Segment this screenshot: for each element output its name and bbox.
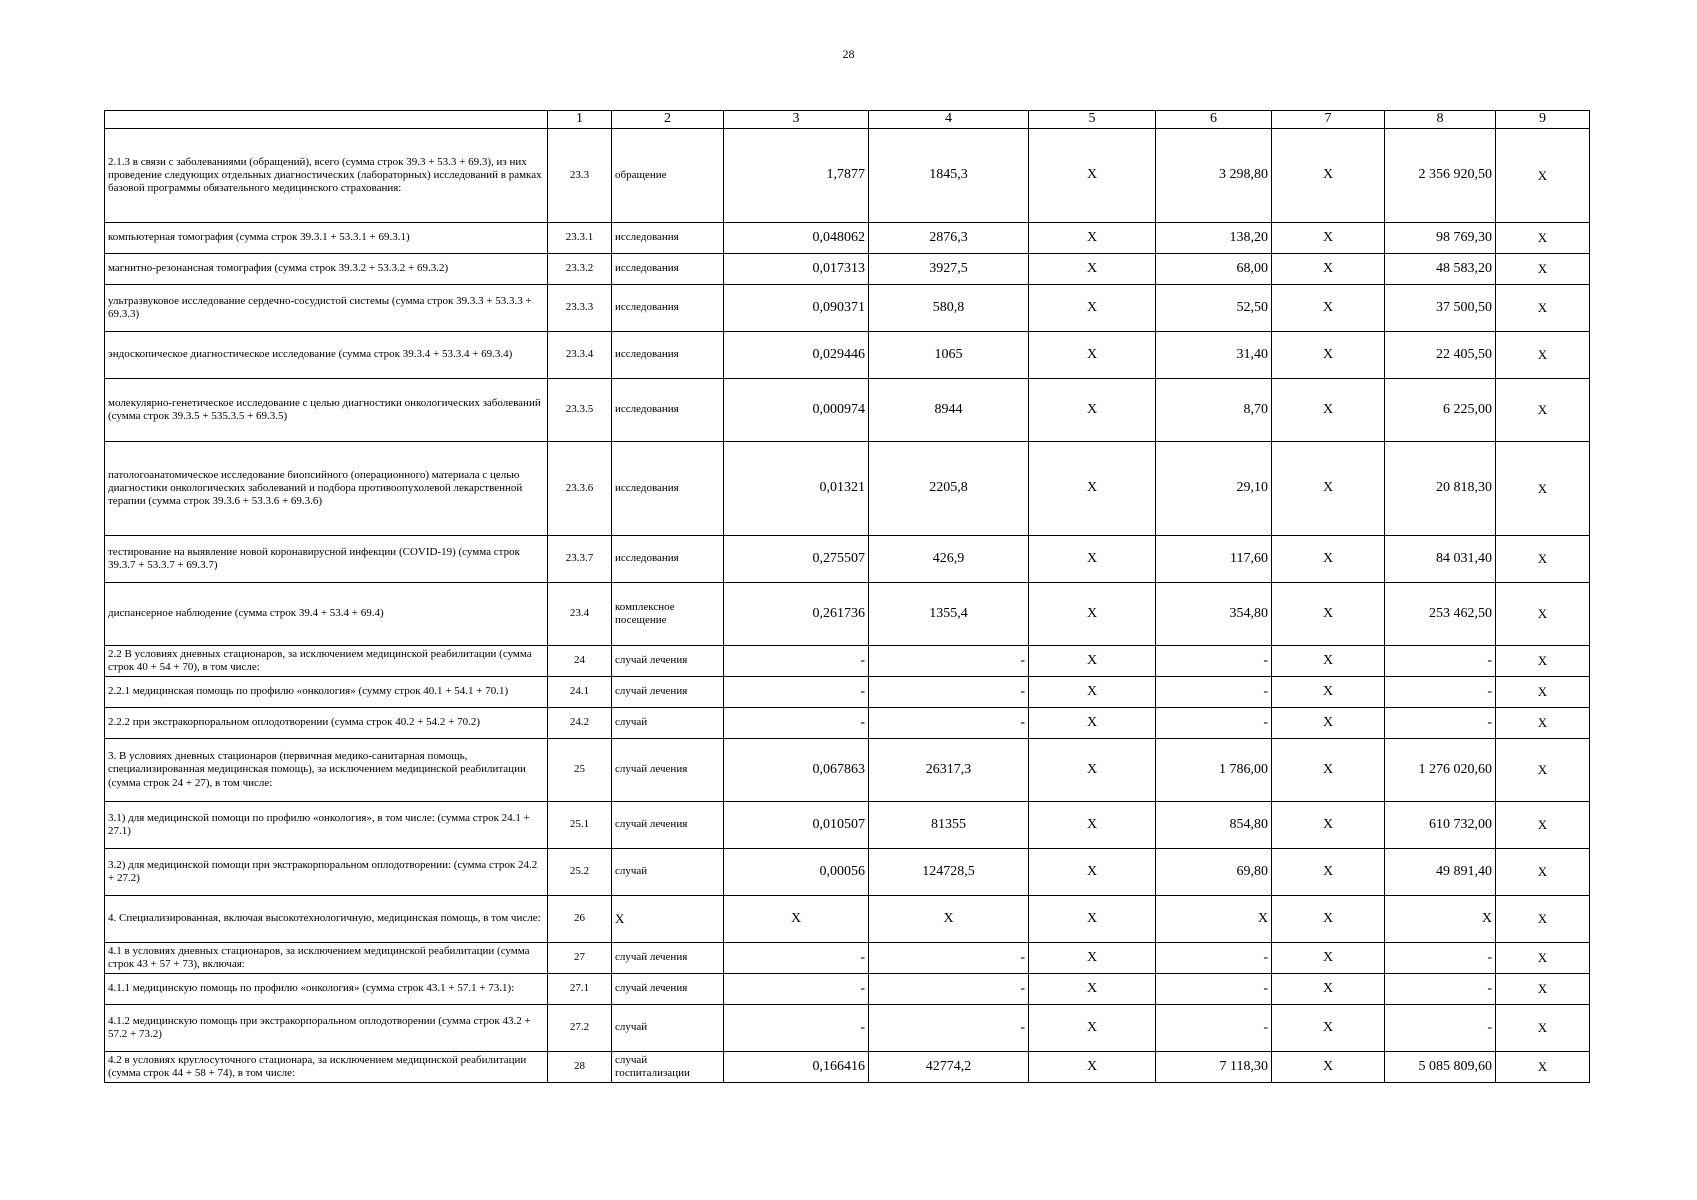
col6-cell: 52,50	[1156, 285, 1272, 332]
col9-cell: X	[1496, 442, 1590, 536]
table-row	[105, 223, 1590, 254]
column-number-row	[105, 111, 1590, 129]
row-unit-cell: случай лечения	[612, 646, 724, 677]
col7-cell: X	[1272, 1052, 1385, 1083]
col8-cell: 610 732,00	[1385, 802, 1496, 849]
col8-cell: 5 085 809,60	[1385, 1052, 1496, 1083]
col8-cell: 6 225,00	[1385, 379, 1496, 442]
col5-cell: X	[1029, 285, 1156, 332]
col6-cell: 117,60	[1156, 536, 1272, 583]
col9-cell: X	[1496, 943, 1590, 974]
col3-cell: 0,067863	[724, 739, 869, 802]
header-cell: 8	[1385, 111, 1496, 129]
col6-cell: 138,20	[1156, 223, 1272, 254]
col7-cell: X	[1272, 646, 1385, 677]
table-row	[105, 442, 1590, 536]
col3-cell: 0,010507	[724, 802, 869, 849]
row-code-cell: 23.4	[548, 583, 612, 646]
row-unit-cell: исследования	[612, 536, 724, 583]
col5-cell: X	[1029, 896, 1156, 943]
table-row	[105, 129, 1590, 223]
row-code-cell: 23.3.5	[548, 379, 612, 442]
row-code-cell: 23.3	[548, 129, 612, 223]
col7-cell: X	[1272, 129, 1385, 223]
row-unit-cell: случай	[612, 1005, 724, 1052]
col9-cell: X	[1496, 739, 1590, 802]
col7-cell: X	[1272, 896, 1385, 943]
col3-cell: 0,275507	[724, 536, 869, 583]
header-cell: 4	[869, 111, 1029, 129]
page-number: 28	[842, 47, 855, 61]
col4-cell: 2205,8	[869, 442, 1029, 536]
row-name-cell: 3.2) для медицинской помощи при экстракорпоральном оплодотворении: (сумма строк 24.2 + 27.2)	[105, 849, 548, 896]
col6-cell: 7 118,30	[1156, 1052, 1272, 1083]
col9-cell: X	[1496, 802, 1590, 849]
row-code-cell: 24.2	[548, 708, 612, 739]
col4-cell: -	[869, 708, 1029, 739]
col9-cell: X	[1496, 583, 1590, 646]
row-code-cell: 23.3.6	[548, 442, 612, 536]
row-code-cell: 23.3.7	[548, 536, 612, 583]
row-code-cell: 25.1	[548, 802, 612, 849]
row-unit-cell: исследования	[612, 332, 724, 379]
col3-cell: 0,017313	[724, 254, 869, 285]
header-cell: 3	[724, 111, 869, 129]
col7-cell: X	[1272, 536, 1385, 583]
col5-cell: X	[1029, 677, 1156, 708]
row-unit-cell: случай лечения	[612, 677, 724, 708]
col3-cell: 0,048062	[724, 223, 869, 254]
col8-cell: -	[1385, 1005, 1496, 1052]
col4-cell: 1845,3	[869, 129, 1029, 223]
col7-cell: X	[1272, 943, 1385, 974]
table-row	[105, 677, 1590, 708]
col8-cell: 98 769,30	[1385, 223, 1496, 254]
col8-cell: 1 276 020,60	[1385, 739, 1496, 802]
row-code-cell: 25.2	[548, 849, 612, 896]
table-row	[105, 379, 1590, 442]
table-row	[105, 974, 1590, 1005]
col7-cell: X	[1272, 849, 1385, 896]
col6-cell: -	[1156, 1005, 1272, 1052]
col9-cell: X	[1496, 285, 1590, 332]
col9-cell: X	[1496, 379, 1590, 442]
row-name-cell: 2.2 В условиях дневных стационаров, за исключением медицинской реабилитации (сумма строк 40 + 54 + 70), в том числе:	[105, 646, 548, 677]
table-row	[105, 536, 1590, 583]
col7-cell: X	[1272, 332, 1385, 379]
col5-cell: X	[1029, 536, 1156, 583]
col3-cell: 1,7877	[724, 129, 869, 223]
row-name-cell: 2.2.2 при экстракорпоральном оплодотворении (сумма строк 40.2 + 54.2 + 70.2)	[105, 708, 548, 739]
col3-cell: 0,00056	[724, 849, 869, 896]
header-cell: 6	[1156, 111, 1272, 129]
col5-cell: X	[1029, 849, 1156, 896]
col8-cell: 49 891,40	[1385, 849, 1496, 896]
col6-cell: 8,70	[1156, 379, 1272, 442]
row-code-cell: 27.2	[548, 1005, 612, 1052]
row-name-cell: 3.1) для медицинской помощи по профилю «онкология», в том числе: (сумма строк 24.1 + 27.1)	[105, 802, 548, 849]
col6-cell: 854,80	[1156, 802, 1272, 849]
col4-cell: 1355,4	[869, 583, 1029, 646]
row-name-cell: магнитно-резонансная томография (сумма строк 39.3.2 + 53.3.2 + 69.3.2)	[105, 254, 548, 285]
col3-cell: 0,029446	[724, 332, 869, 379]
col7-cell: X	[1272, 677, 1385, 708]
col5-cell: X	[1029, 379, 1156, 442]
col3-cell: 0,166416	[724, 1052, 869, 1083]
table-row	[105, 896, 1590, 943]
col7-cell: X	[1272, 583, 1385, 646]
table-row	[105, 708, 1590, 739]
col6-cell: -	[1156, 646, 1272, 677]
col5-cell: X	[1029, 646, 1156, 677]
col6-cell: X	[1156, 896, 1272, 943]
col4-cell: X	[869, 896, 1029, 943]
row-name-cell: 2.2.1 медицинская помощь по профилю «онкология» (сумму строк 40.1 + 54.1 + 70.1)	[105, 677, 548, 708]
col3-cell: 0,261736	[724, 583, 869, 646]
row-unit-cell: случай лечения	[612, 974, 724, 1005]
col3-cell: 0,090371	[724, 285, 869, 332]
row-unit-cell: исследования	[612, 223, 724, 254]
col6-cell: 69,80	[1156, 849, 1272, 896]
col9-cell: X	[1496, 223, 1590, 254]
col8-cell: 84 031,40	[1385, 536, 1496, 583]
row-code-cell: 27	[548, 943, 612, 974]
row-code-cell: 27.1	[548, 974, 612, 1005]
col8-cell: 20 818,30	[1385, 442, 1496, 536]
row-name-cell: 4.2 в условиях круглосуточного стационара, за исключением медицинской реабилитации (сумма строк 44 + 58 + 74), в том числе:	[105, 1052, 548, 1083]
col7-cell: X	[1272, 708, 1385, 739]
col3-cell: -	[724, 677, 869, 708]
col4-cell: 26317,3	[869, 739, 1029, 802]
row-unit-cell: случай госпитализации	[612, 1052, 724, 1083]
col8-cell: -	[1385, 943, 1496, 974]
row-code-cell: 23.3.1	[548, 223, 612, 254]
row-unit-cell: исследования	[612, 254, 724, 285]
header-cell: 5	[1029, 111, 1156, 129]
col5-cell: X	[1029, 129, 1156, 223]
col4-cell: 42774,2	[869, 1052, 1029, 1083]
col3-cell: -	[724, 943, 869, 974]
row-unit-cell: случай лечения	[612, 739, 724, 802]
row-code-cell: 23.3.3	[548, 285, 612, 332]
row-code-cell: 25	[548, 739, 612, 802]
col5-cell: X	[1029, 583, 1156, 646]
col3-cell: X	[724, 896, 869, 943]
col5-cell: X	[1029, 739, 1156, 802]
header-cell: 7	[1272, 111, 1385, 129]
table-row	[105, 1052, 1590, 1083]
col8-cell: -	[1385, 708, 1496, 739]
row-name-cell: молекулярно-генетическое исследование с целью диагностики онкологических заболеваний (сумма строк 39.3.5 + 535.3.5 + 69.3.5)	[105, 379, 548, 442]
col4-cell: 81355	[869, 802, 1029, 849]
col8-cell: -	[1385, 974, 1496, 1005]
col8-cell: -	[1385, 677, 1496, 708]
col9-cell: X	[1496, 129, 1590, 223]
col6-cell: -	[1156, 974, 1272, 1005]
col7-cell: X	[1272, 379, 1385, 442]
row-unit-cell: X	[612, 896, 724, 943]
col5-cell: X	[1029, 974, 1156, 1005]
col9-cell: X	[1496, 646, 1590, 677]
table-row	[105, 802, 1590, 849]
col5-cell: X	[1029, 332, 1156, 379]
col5-cell: X	[1029, 802, 1156, 849]
table-row	[105, 943, 1590, 974]
col5-cell: X	[1029, 223, 1156, 254]
row-name-cell: 4.1.1 медицинскую помощь по профилю «онкология» (сумма строк 43.1 + 57.1 + 73.1):	[105, 974, 548, 1005]
table-row	[105, 583, 1590, 646]
col5-cell: X	[1029, 1005, 1156, 1052]
col7-cell: X	[1272, 254, 1385, 285]
col3-cell: -	[724, 708, 869, 739]
col6-cell: 3 298,80	[1156, 129, 1272, 223]
col8-cell: 37 500,50	[1385, 285, 1496, 332]
data-table	[104, 110, 1590, 1083]
table-row	[105, 739, 1590, 802]
col4-cell: -	[869, 646, 1029, 677]
col9-cell: X	[1496, 536, 1590, 583]
row-unit-cell: исследования	[612, 285, 724, 332]
col9-cell: X	[1496, 1005, 1590, 1052]
col7-cell: X	[1272, 802, 1385, 849]
col7-cell: X	[1272, 1005, 1385, 1052]
col7-cell: X	[1272, 739, 1385, 802]
col6-cell: -	[1156, 677, 1272, 708]
col9-cell: X	[1496, 254, 1590, 285]
col9-cell: X	[1496, 708, 1590, 739]
row-name-cell: 4. Специализированная, включая высокотехнологичную, медицинская помощь, в том числе:	[105, 896, 548, 943]
col4-cell: 2876,3	[869, 223, 1029, 254]
col4-cell: -	[869, 677, 1029, 708]
row-name-cell: диспансерное наблюдение (сумма строк 39.4 + 53.4 + 69.4)	[105, 583, 548, 646]
col5-cell: X	[1029, 943, 1156, 974]
col4-cell: -	[869, 1005, 1029, 1052]
col8-cell: -	[1385, 646, 1496, 677]
col9-cell: X	[1496, 332, 1590, 379]
col4-cell: 8944	[869, 379, 1029, 442]
header-cell: 1	[548, 111, 612, 129]
row-unit-cell: случай лечения	[612, 802, 724, 849]
header-cell: 2	[612, 111, 724, 129]
col9-cell: X	[1496, 849, 1590, 896]
col4-cell: -	[869, 943, 1029, 974]
col3-cell: 0,000974	[724, 379, 869, 442]
table-row	[105, 332, 1590, 379]
col3-cell: -	[724, 974, 869, 1005]
col6-cell: -	[1156, 943, 1272, 974]
col9-cell: X	[1496, 677, 1590, 708]
table-row	[105, 849, 1590, 896]
col7-cell: X	[1272, 223, 1385, 254]
col3-cell: 0,01321	[724, 442, 869, 536]
table-row	[105, 254, 1590, 285]
col7-cell: X	[1272, 974, 1385, 1005]
col7-cell: X	[1272, 285, 1385, 332]
col8-cell: 253 462,50	[1385, 583, 1496, 646]
row-name-cell: 2.1.3 в связи с заболеваниями (обращений), всего (сумма строк 39.3 + 53.3 + 69.3), из них проведение следующих отдельных диагностических (лабораторных) исследований в рамках базовой программы обязательного медицинского страхования:	[105, 129, 548, 223]
col4-cell: 3927,5	[869, 254, 1029, 285]
row-name-cell: ультразвуковое исследование сердечно-сосудистой системы (сумма строк 39.3.3 + 53.3.3 + 69.3.3)	[105, 285, 548, 332]
col8-cell: 48 583,20	[1385, 254, 1496, 285]
col3-cell: -	[724, 1005, 869, 1052]
col3-cell: -	[724, 646, 869, 677]
col5-cell: X	[1029, 708, 1156, 739]
col4-cell: 426,9	[869, 536, 1029, 583]
col4-cell: 580,8	[869, 285, 1029, 332]
col6-cell: 29,10	[1156, 442, 1272, 536]
col5-cell: X	[1029, 442, 1156, 536]
col5-cell: X	[1029, 1052, 1156, 1083]
col9-cell: X	[1496, 896, 1590, 943]
col8-cell: 2 356 920,50	[1385, 129, 1496, 223]
col4-cell: 1065	[869, 332, 1029, 379]
row-code-cell: 26	[548, 896, 612, 943]
row-unit-cell: исследования	[612, 379, 724, 442]
col5-cell: X	[1029, 254, 1156, 285]
col6-cell: 354,80	[1156, 583, 1272, 646]
row-unit-cell: комплексное посещение	[612, 583, 724, 646]
row-name-cell: эндоскопическое диагностическое исследование (сумма строк 39.3.4 + 53.3.4 + 69.3.4)	[105, 332, 548, 379]
row-name-cell: 3. В условиях дневных стационаров (первичная медико-санитарная помощь, специализированная медицинская помощь), за исключением медицинской реабилитации (сумма строк 24 + 27), в том числе:	[105, 739, 548, 802]
col6-cell: 68,00	[1156, 254, 1272, 285]
col4-cell: 124728,5	[869, 849, 1029, 896]
header-cell	[105, 111, 548, 129]
header-cell: 9	[1496, 111, 1590, 129]
row-name-cell: патологоанатомическое исследование биопсийного (операционного) материала с целью диагностики онкологических заболеваний и подбора противоопухолевой лекарственной терапии (сумма строк 39.3.6 + 53.3.6 + 69.3.6)	[105, 442, 548, 536]
row-name-cell: 4.1.2 медицинскую помощь при экстракорпоральном оплодотворении (сумма строк 43.2 + 57.2 + 73.2)	[105, 1005, 548, 1052]
row-name-cell: 4.1 в условиях дневных стационаров, за исключением медицинской реабилитации (сумма строк 43 + 57 + 73), включая:	[105, 943, 548, 974]
row-code-cell: 24	[548, 646, 612, 677]
row-unit-cell: случай лечения	[612, 943, 724, 974]
table-row	[105, 285, 1590, 332]
row-code-cell: 23.3.4	[548, 332, 612, 379]
col6-cell: 31,40	[1156, 332, 1272, 379]
row-unit-cell: обращение	[612, 129, 724, 223]
col9-cell: X	[1496, 1052, 1590, 1083]
row-code-cell: 24.1	[548, 677, 612, 708]
row-code-cell: 23.3.2	[548, 254, 612, 285]
table-row	[105, 1005, 1590, 1052]
col6-cell: -	[1156, 708, 1272, 739]
col8-cell: 22 405,50	[1385, 332, 1496, 379]
col8-cell: X	[1385, 896, 1496, 943]
col6-cell: 1 786,00	[1156, 739, 1272, 802]
row-unit-cell: исследования	[612, 442, 724, 536]
row-code-cell: 28	[548, 1052, 612, 1083]
table-row	[105, 646, 1590, 677]
row-name-cell: тестирование на выявление новой коронавирусной инфекции (COVID-19) (сумма строк 39.3.7 + 53.3.7 + 69.3.7)	[105, 536, 548, 583]
col9-cell: X	[1496, 974, 1590, 1005]
row-unit-cell: случай	[612, 708, 724, 739]
col7-cell: X	[1272, 442, 1385, 536]
col4-cell: -	[869, 974, 1029, 1005]
row-unit-cell: случай	[612, 849, 724, 896]
row-name-cell: компьютерная томография (сумма строк 39.3.1 + 53.3.1 + 69.3.1)	[105, 223, 548, 254]
